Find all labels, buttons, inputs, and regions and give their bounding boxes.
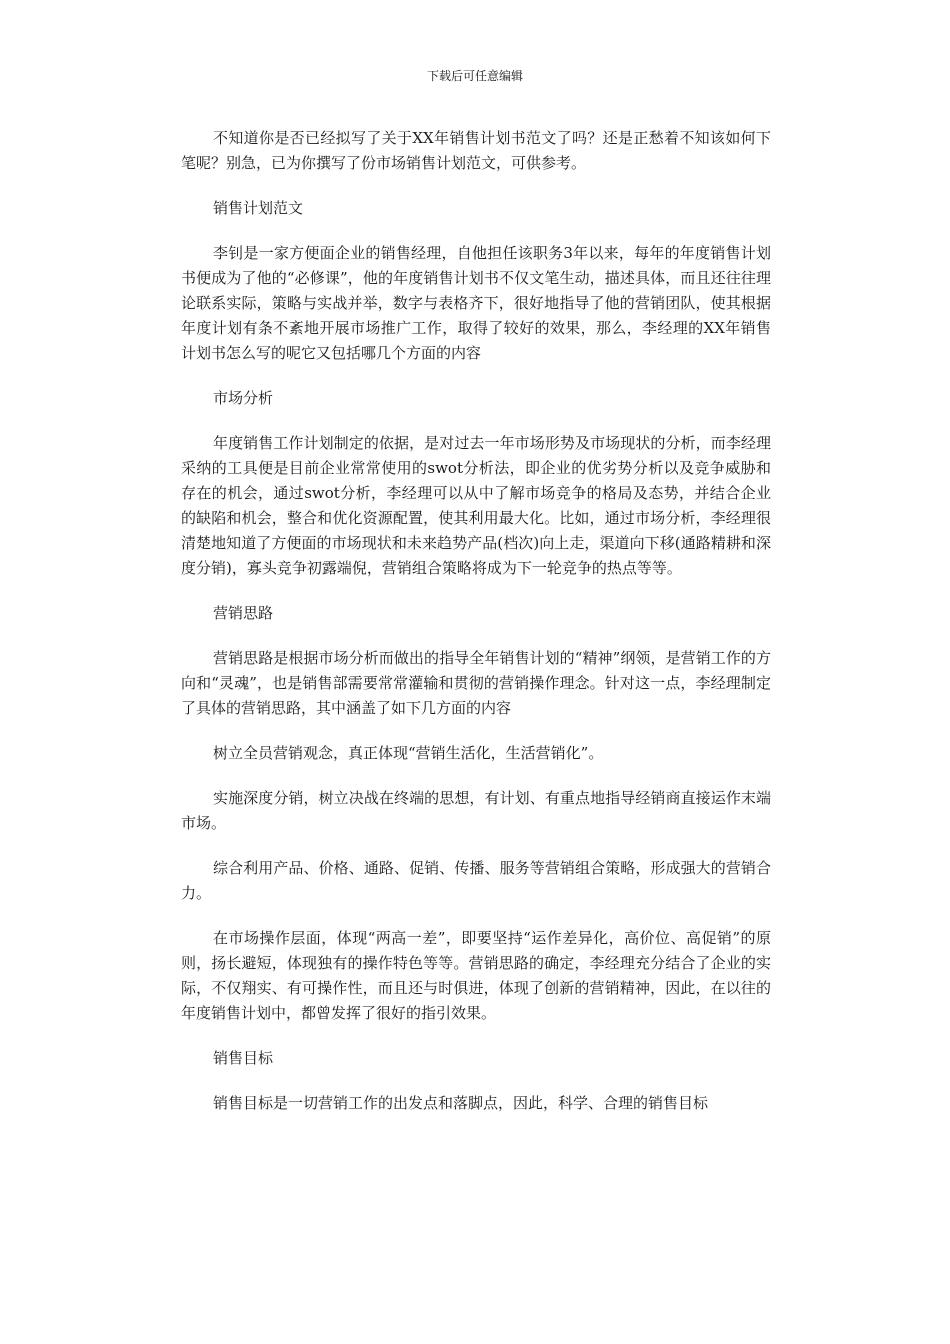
marketing-idea-item-2: 实施深度分销，树立决战在终端的思想，有计划、有重点地指导经销商直接运作末端市场。 — [181, 789, 771, 832]
marketing-idea-item-3: 综合利用产品、价格、通路、促销、传播、服务等营销组合策略，形成强大的营销合力。 — [181, 859, 771, 902]
sample-intro-paragraph: 李钊是一家方便面企业的销售经理，自他担任该职务3年以来，每年的年度销售计划书便成为了他的“必修课”，他的年度销售计划书不仅文笔生动，描述具体，而且还往往理论联系实际，策略与实战并举，数字与表格齐下，很好地指导了他的营销团队，使其根据年度计划有条不紊地开展市场推广工作，取得了较好的效果，那么，李经理的XX年销售计划书怎么写的呢它又包括哪几个方面的内容 — [181, 244, 771, 362]
page-header: 下载后可任意编辑 — [426, 69, 523, 83]
marketing-idea-item-1: 树立全员营销观念，真正体现“营销生活化，生活营销化”。 — [213, 744, 604, 762]
intro-paragraph: 不知道你是否已经拟写了关于XX年销售计划书范文了吗？还是正愁着不知该如何下笔呢？别急，已为你撰写了份市场销售计划范文，可供参考。 — [181, 129, 771, 172]
section-heading-sales-targets: 销售目标 — [213, 1049, 274, 1067]
marketing-idea-item-4: 在市场操作层面，体现“两高一差”，即要坚持“运作差异化，高价位、高促销”的原则，扬长避短，体现独有的操作特色等等。营销思路的确定，李经理充分结合了企业的实际，不仅翔实、有可操作性，而且还与时俱进，体现了创新的营销精神，因此，在以往的年度销售计划中，都曾发挥了很好的指引效果。 — [181, 929, 771, 1022]
marketing-ideas-paragraph: 营销思路是根据市场分析而做出的指导全年销售计划的“精神”纲领，是营销工作的方向和“灵魂”，也是销售部需要常常灌输和贯彻的营销操作理念。针对这一点，李经理制定了具体的营销思路，其中涵盖了如下几方面的内容 — [181, 649, 771, 717]
section-heading-market-analysis: 市场分析 — [213, 389, 274, 407]
section-heading-marketing-ideas: 营销思路 — [213, 604, 274, 622]
sales-targets-paragraph: 销售目标是一切营销工作的出发点和落脚点，因此，科学、合理的销售目标 — [213, 1094, 709, 1112]
document-body — [181, 126, 771, 1136]
market-analysis-paragraph: 年度销售工作计划制定的依据，是对过去一年市场形势及市场现状的分析，而李经理采纳的工具便是目前企业常常使用的swot分析法，即企业的优劣势分析以及竞争威胁和存在的机会，通过swot分析，李经理可以从中了解市场竞争的格局及态势，并结合企业的缺陷和机会，整合和优化资源配置，使其利用最大化。比如，通过市场分析，李经理很清楚地知道了方便面的市场现状和未来趋势产品(档次)向上走，渠道向下移(通路精耕和深度分销)，寡头竞争初露端倪，营销组合策略将成为下一轮竞争的热点等等。 — [181, 434, 771, 577]
section-heading-sales-plan-sample: 销售计划范文 — [213, 199, 304, 217]
